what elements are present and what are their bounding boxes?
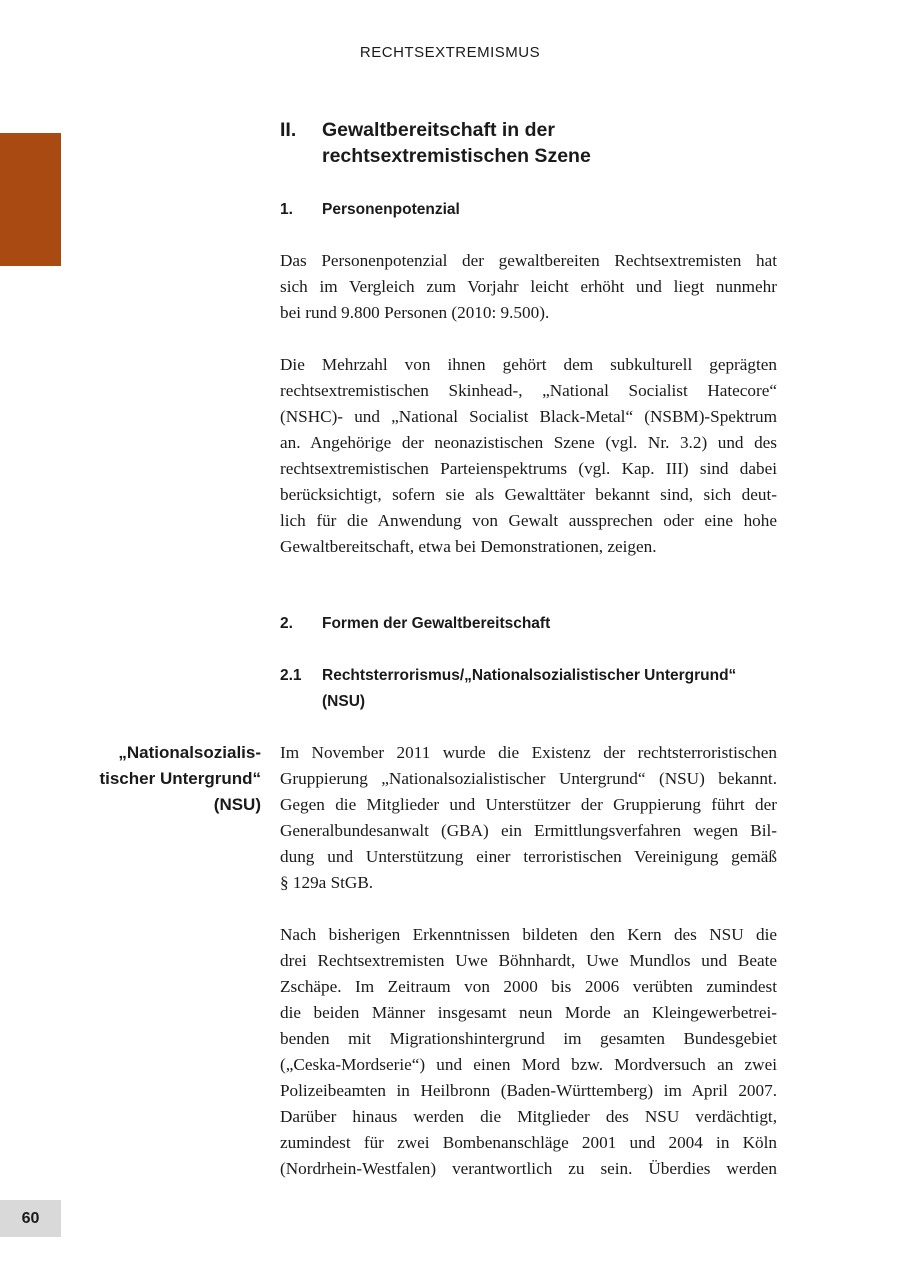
text-line: Das Personenpotenzial der gewaltbereiten Rechtsextremisten hat (280, 251, 777, 270)
text-line: an. Angehörige der neonazistischen Szene (vgl. Nr. 3.2) und des (280, 433, 777, 452)
margin-note (60, 740, 261, 818)
paragraph-2 (280, 352, 777, 560)
text-line: Gewaltbereitschaft, etwa bei Demonstrationen, zeigen. (280, 537, 657, 556)
margin-note-line: tischer Untergrund“ (99, 769, 261, 788)
text-line: Zschäpe. Im Zeitraum von 2000 bis 2006 verübten zumindest (280, 977, 777, 996)
text-line: Polizeibeamten in Heilbronn (Baden-Württemberg) im April 2007. (280, 1081, 777, 1100)
running-head: RECHTSEXTREMISMUS (359, 44, 541, 61)
text-line: berücksichtigt, sofern sie als Gewalttäter bekannt sind, sich deut- (280, 485, 777, 504)
chapter-tab-marker (0, 133, 61, 266)
margin-note-line: (NSU) (213, 795, 261, 814)
text-line: Gruppierung „Nationalsozialistischer Untergrund“ (NSU) bekannt. (280, 769, 777, 788)
text-line: Darüber hinaus werden die Mitglieder des NSU verdächtigt, (280, 1107, 777, 1126)
text-line: § 129a StGB. (280, 873, 374, 892)
subheading-title: Formen der Gewaltbereitschaft (322, 615, 551, 632)
subheading-number: 2.1 (280, 667, 302, 684)
section-number: II. (280, 119, 297, 141)
paragraph-3 (280, 740, 777, 896)
text-line: Nach bisherigen Erkenntnissen bildeten den Kern des NSU die (280, 925, 777, 944)
text-line: Gegen die Mitglieder und Unterstützer der Gruppierung führt der (280, 795, 777, 814)
text-line: rechtsextremistischen Skinhead-, „National Socialist Hatecore“ (280, 381, 777, 400)
text-line: Die Mehrzahl von ihnen gehört dem subkulturell geprägten (280, 355, 777, 374)
margin-note-line: „Nationalsozialis- (118, 743, 261, 762)
paragraph-4 (280, 922, 777, 1182)
text-line: bei rund 9.800 Personen (2010: 9.500). (280, 303, 550, 322)
text-line: die beiden Männer insgesamt neun Morde an Kleingewerbetrei- (280, 1003, 777, 1022)
subheading-title: Personenpotenzial (322, 201, 460, 218)
subheading-title: Rechtsterrorismus/„Nationalsozialistischer Untergrund“ (NSU) (322, 667, 737, 710)
text-line: („Ceska-Mordserie“) und einen Mord bzw. Mordversuch an zwei (280, 1055, 777, 1074)
section-title: Gewaltbereitschaft in der rechtsextremistischen Szene (322, 119, 591, 167)
paragraph-1 (280, 248, 777, 326)
text-line: sich im Vergleich zum Vorjahr leicht erhöht und liegt nunmehr (280, 277, 777, 296)
text-line: Generalbundesanwalt (GBA) ein Ermittlungsverfahren wegen Bil- (280, 821, 777, 840)
subheading-number: 1. (280, 201, 293, 218)
text-line: drei Rechtsextremisten Uwe Böhnhardt, Uwe Mundlos und Beate (280, 951, 777, 970)
subheading-number: 2. (280, 615, 293, 632)
text-line: rechtsextremistischen Parteienspektrums (vgl. Kap. III) sind dabei (280, 459, 777, 478)
page-number: 60 (0, 1200, 61, 1237)
text-line: (Nordrhein-Westfalen) verantwortlich zu sein. Überdies werden (280, 1159, 777, 1178)
text-line: Im November 2011 wurde die Existenz der rechtsterroristischen (280, 743, 777, 762)
text-line: lich für die Anwendung von Gewalt aussprechen oder eine hohe (280, 511, 777, 530)
text-line: dung und Unterstützung einer terroristischen Vereinigung gemäß (280, 847, 777, 866)
text-line: (NSHC)- und „National Socialist Black-Metal“ (NSBM)-Spektrum (280, 407, 777, 426)
text-line: zumindest für zwei Bombenanschläge 2001 und 2004 in Köln (280, 1133, 777, 1152)
text-line: benden mit Migrationshintergrund im gesamten Bundesgebiet (280, 1029, 777, 1048)
